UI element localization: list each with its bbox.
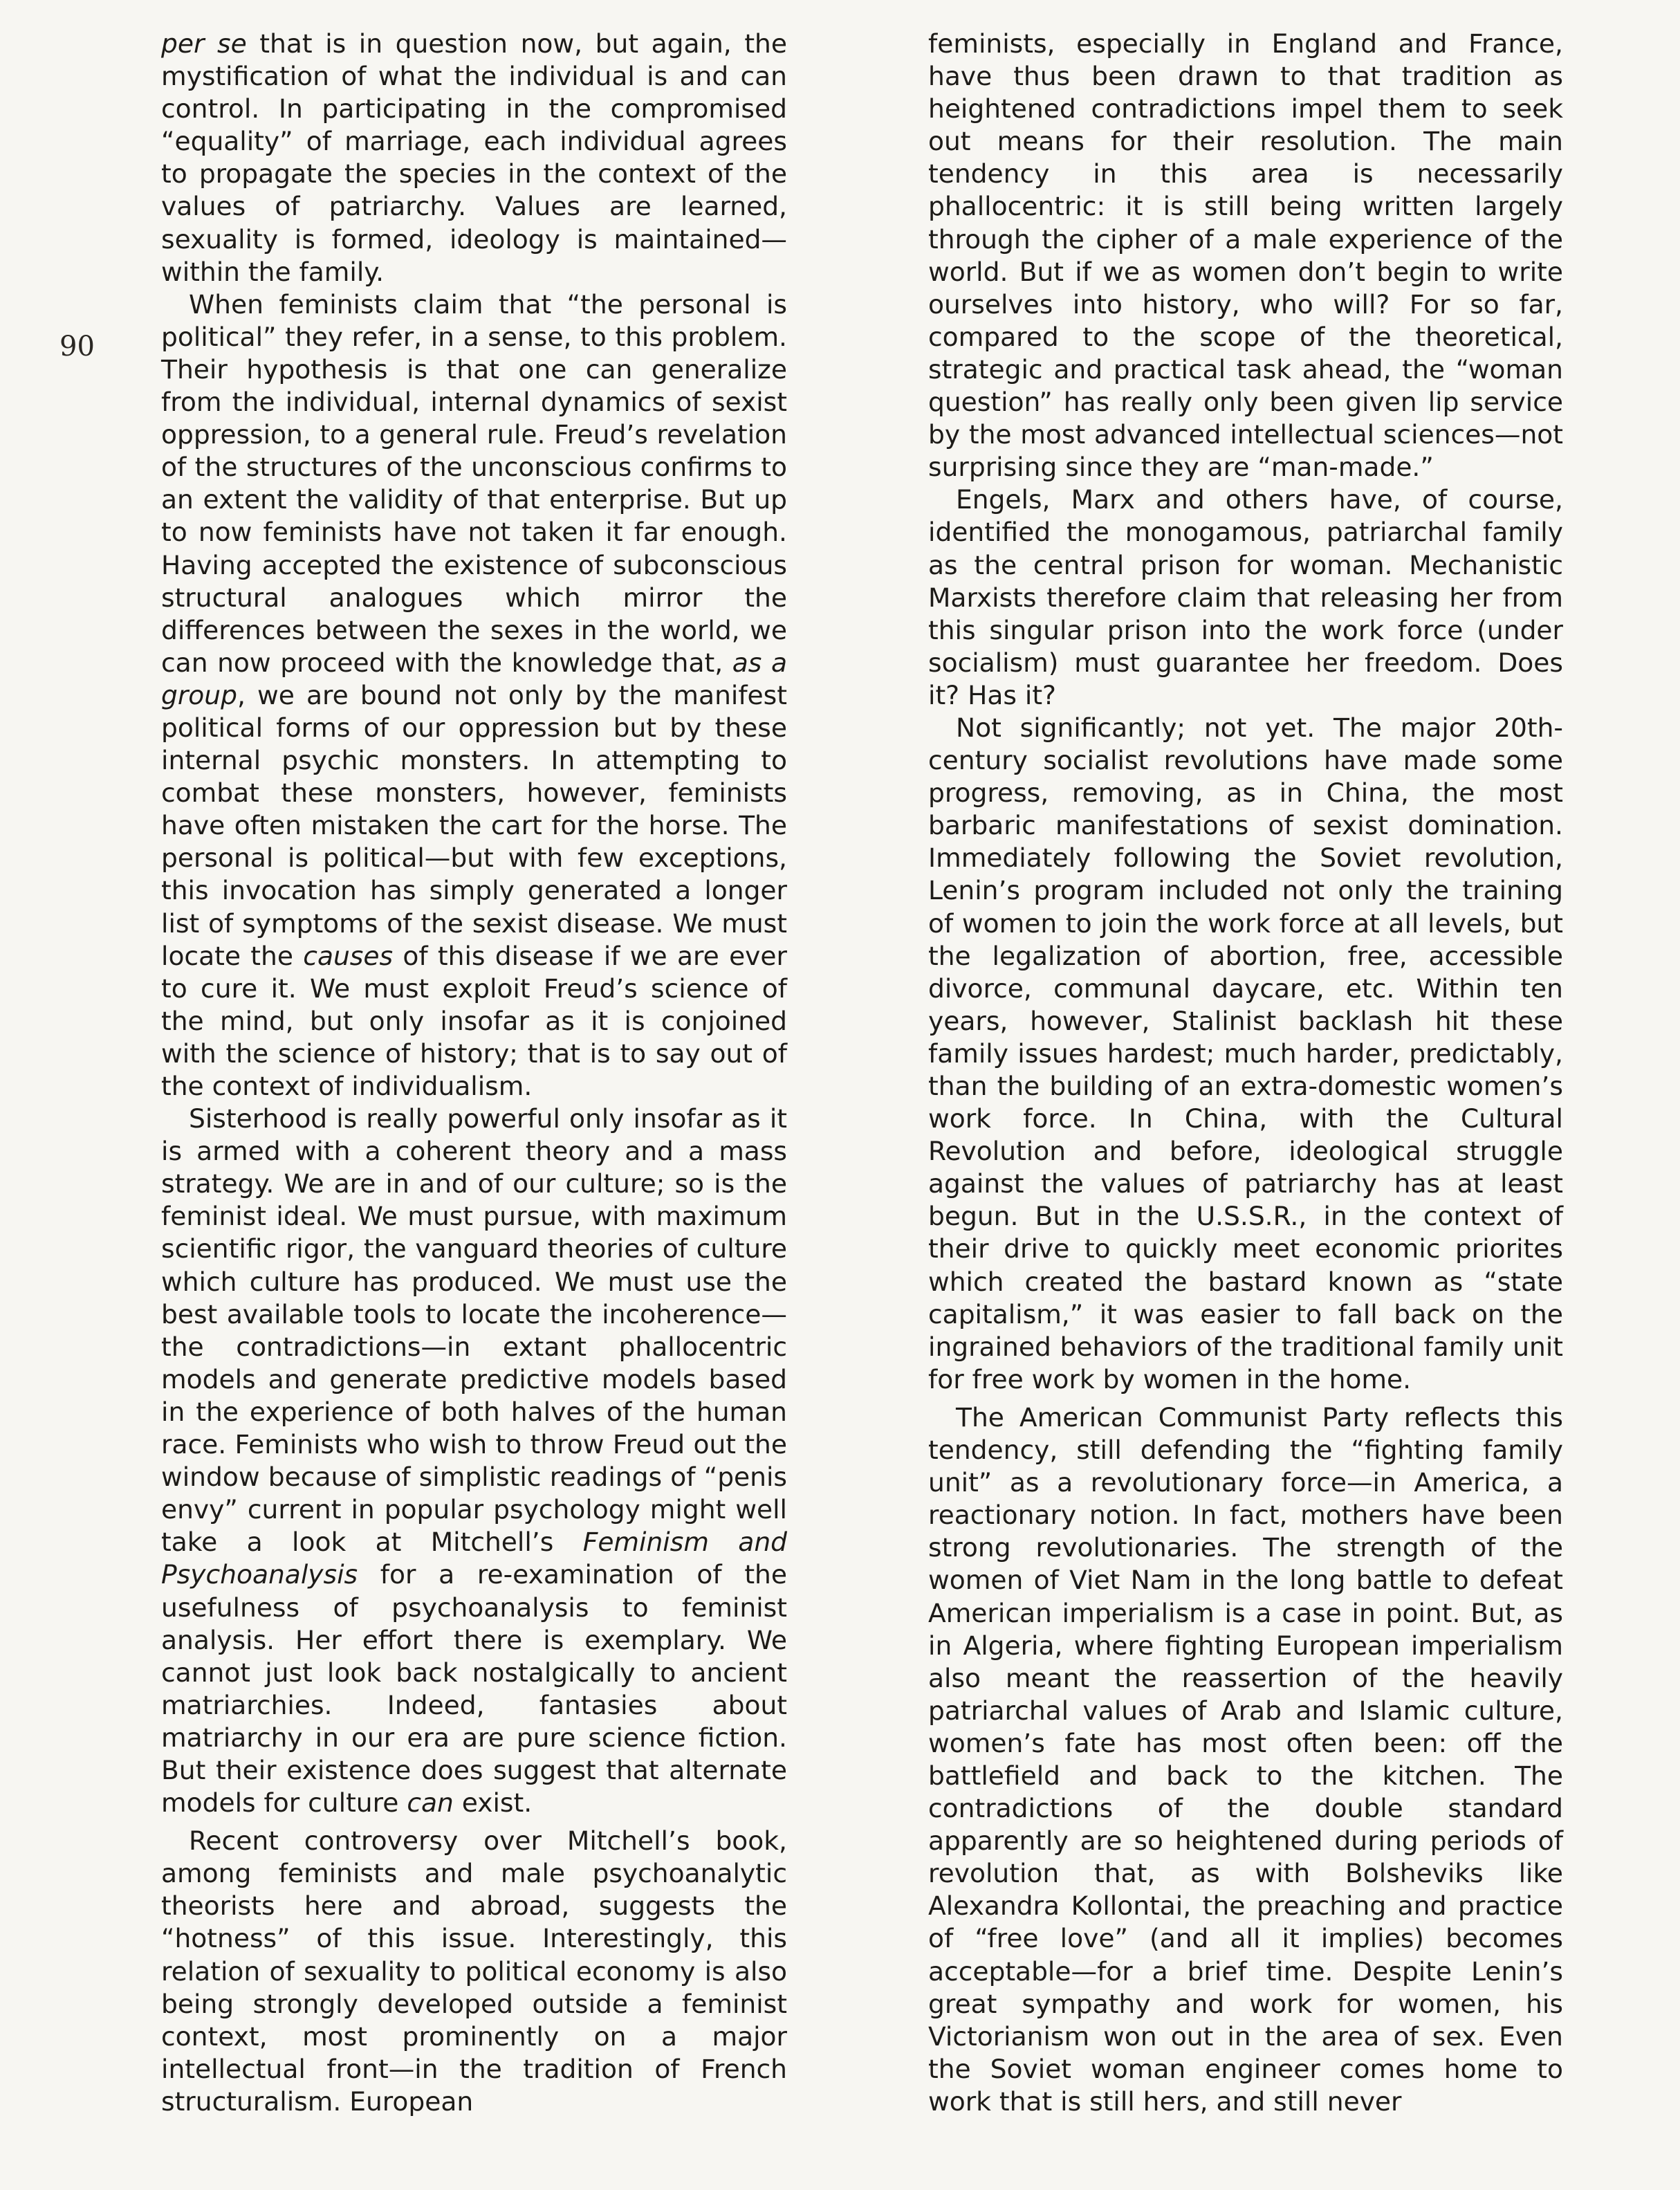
text-run: Engels, Marx and others have, of course, identified the monogamous, patriarchal family as the central prison for woman. Mechanistic Marxists therefore claim that releasing her from this singular prison into the work force (under socialism) must guarantee her freedom. Does it? Has it? xyxy=(928,484,1563,710)
paragraph xyxy=(928,712,1563,1396)
right-column xyxy=(928,28,1563,2118)
text-run: of this disease if we are ever to cure it. We must exploit Freud’s science of the mind, but only insofar as it is conjoined with the science of history; that is to say out of the context of individualism. xyxy=(161,940,787,1101)
text-run: Not significantly; not yet. The major 20th-century socialist revolutions have made some progress, removing, as in China, the most barbaric manifestations of sexist domination. Immediately following the Soviet revolution, Lenin’s program included not only the training of women to join the work force at all levels, but the legalization of abortion, free, accessible divorce, communal daycare, etc. Within ten years, however, Stalinist backlash hit these family issues hardest; much harder, predictably, than the building of an extra-domestic women’s work force. In China, with the Cultural Revolution and before, ideological struggle against the values of patriarchy has at least begun. But in the U.S.S.R., in the context of their drive to quickly meet economic priorites which created the bastard known as “state capitalism,” it was easier to fall back on the ingrained behaviors of the traditional family unit for free work by women in the home. xyxy=(928,712,1563,1395)
text-run: , we are bound not only by the manifest political forms of our oppression but by these internal psychic monsters. In attempting to combat these monsters, however, feminists have often mistaken the cart for the horse. The personal is political—but with few exceptions, this invocation has simply generated a longer list of symptoms of the sexist disease. We must locate the xyxy=(161,679,787,971)
paragraph xyxy=(161,1825,787,2118)
italic-phrase: Feminism and Psychoanalysis xyxy=(161,1527,787,1590)
left-column xyxy=(161,28,787,2118)
paragraph xyxy=(928,28,1563,484)
text-run: that is in question now, but again, the mystification of what the individual is and can control. In participating in the compromised “equality” of marriage, each individual agrees to propagate the species in the context of the values of patriarchy. Values are learned, sexuality is formed, ideology is maintained—within the family. xyxy=(161,28,787,287)
italic-phrase: per se xyxy=(161,28,247,59)
text-run: Sisterhood is really powerful only insofar as it is armed with a coherent theory and a mass strategy. We are in and of our culture; so is the feminist ideal. We must pursue, with maximum scientific rigor, the vanguard theories of culture which culture has produced. We must use the best available tools to locate the incoherence—the contradictions—in extant phallocentric models and generate predictive models based in the experience of both halves of the human race. Feminists who wish to throw Freud out the window because of simplistic readings of “penis envy” current in popular psychology might well take a look at Mitchell’s xyxy=(161,1103,787,1558)
paragraph xyxy=(161,28,787,288)
paragraph xyxy=(928,1401,1563,2118)
paragraph xyxy=(161,288,787,1103)
page-number: 90 xyxy=(59,331,95,362)
text-run: Recent controversy over Mitchell’s book, among feminists and male psychoanalytic theorists here and abroad, suggests the “hotness” of this issue. Interestingly, this relation of sexuality to political economy is also being strongly developed outside a feminist context, most prominently on a major intellectual front—in the tradition of French structuralism. European xyxy=(161,1825,787,2117)
text-run: exist. xyxy=(453,1787,533,1819)
text-run: When feminists claim that “the personal is political” they refer, in a sense, to this problem. Their hypothesis is that one can generalize from the individual, internal dynamics of sexist oppression, to a general rule. Freud’s revelation of the structures of the unconscious confirms to an extent the validity of that enterprise. But up to now feminists have not taken it far enough. Having accepted the existence of subconscious structural analogues which mirror the differences between the sexes in the world, we can now proceed with the knowledge that, xyxy=(161,288,787,678)
paragraph xyxy=(161,1103,787,1819)
italic-phrase: can xyxy=(407,1787,454,1819)
text-run: feminists, especially in England and France, have thus been drawn to that tradition as heightened contradictions impel them to seek out means for their resolution. The main tendency in this area is necessarily phallocentric: it is still being written largely through the cipher of a male experience of the world. But if we as women don’t begin to write ourselves into history, who will? For so far, compared to the scope of the theoretical, strategic and practical task ahead, the “woman question” has really only been given lip service by the most advanced intellectual sciences—not surprising since they are “man-made.” xyxy=(928,28,1563,483)
text-run: for a re-examination of the usefulness of psychoanalysis to feminist analysis. Her effort there is exemplary. We cannot just look back nostalgically to ancient matriarchies. Indeed, fantasies about matriarchy in our era are pure science fiction. But their existence does suggest that alternate models for culture xyxy=(161,1559,787,1819)
text-run: The American Communist Party reflects this tendency, still defending the “fighting family unit” as a revolutionary force—in America, a reactionary notion. In fact, mothers have been strong revolutionaries. The strength of the women of Viet Nam in the long battle to defeat American imperialism is a case in point. But, as in Algeria, where fighting European imperialism also meant the reassertion of the heavily patriarchal values of Arab and Islamic culture, women’s fate has most often been: off the battlefield and back to the kitchen. The contradictions of the double standard apparently are so heightened during periods of revolution that, as with Bolsheviks like Alexandra Kollontai, the preaching and practice of “free love” (and all it implies) becomes acceptable—for a brief time. Despite Lenin’s great sympathy and work for women, his Victorianism won out in the area of sex. Even the Soviet woman engineer comes home to work that is still hers, and still never xyxy=(928,1401,1563,2117)
italic-phrase: as a group xyxy=(161,647,787,710)
paragraph xyxy=(928,484,1563,712)
italic-phrase: causes xyxy=(303,940,394,971)
